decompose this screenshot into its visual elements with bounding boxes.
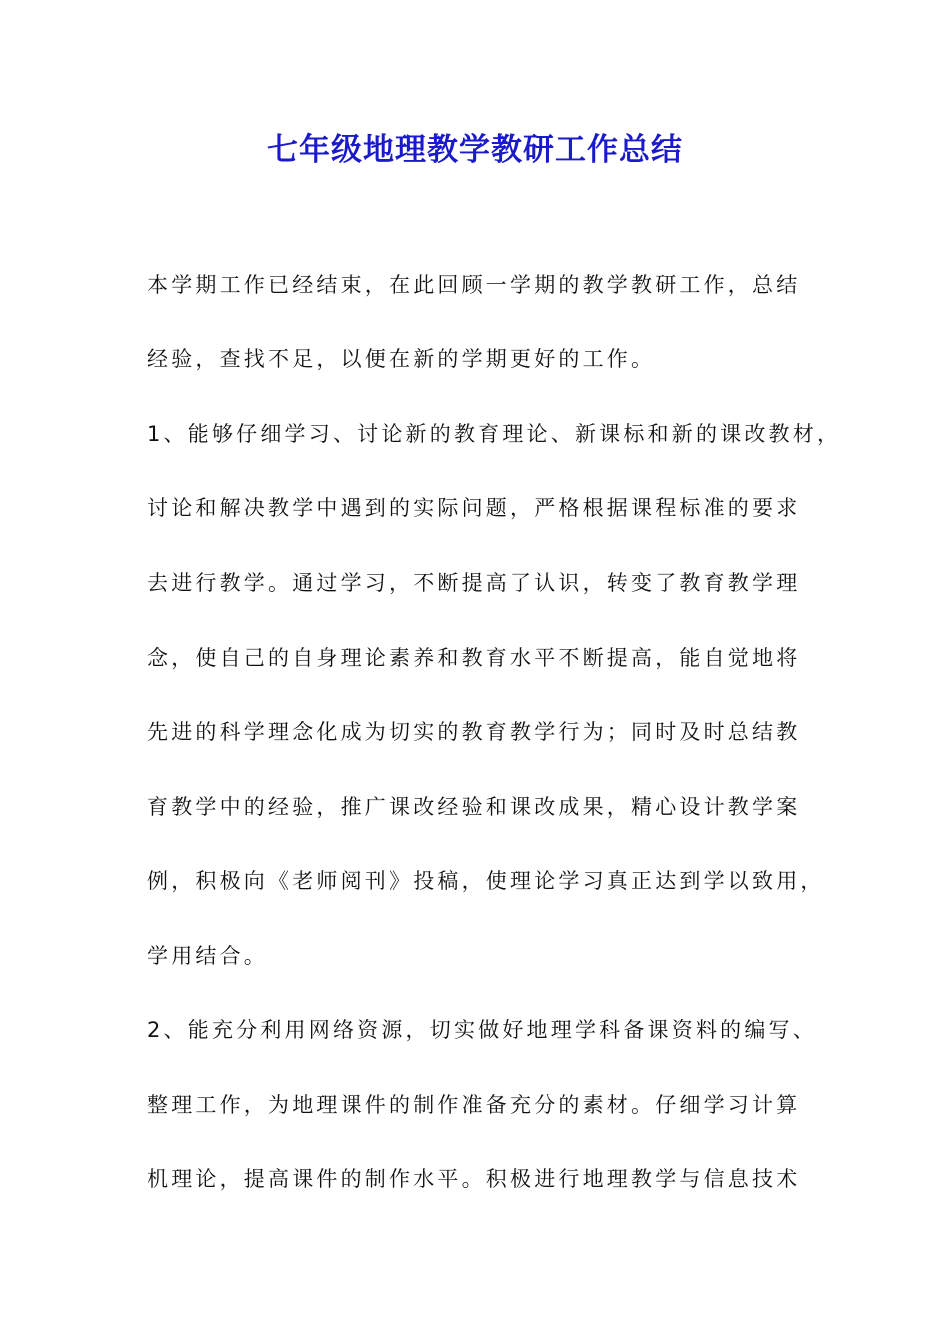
body-line-13: 机理论，提高课件的制作水平。积极进行地理教学与信息技术: [147, 1167, 801, 1191]
body-line-5: 去进行教学。通过学习，不断提高了认识，转变了教育教学理: [147, 571, 801, 595]
body-line-9: 例，积极向《老师阅刊》投稿，使理论学习真正达到学以致用，: [147, 869, 825, 893]
body-line-2: 经验，查找不足，以便在新的学期更好的工作。: [147, 347, 656, 371]
body-line-1: 本学期工作已经结束，在此回顾一学期的教学教研工作，总结: [147, 273, 801, 297]
body-line-6: 念，使自己的自身理论素养和教育水平不断提高，能自觉地将: [147, 646, 801, 670]
body-line-7: 先进的科学理念化成为切实的教育教学行为；同时及时总结教: [147, 720, 801, 744]
body-line-12: 整理工作，为地理课件的制作准备充分的素材。仔细学习计算: [147, 1093, 801, 1117]
body-line-4: 讨论和解决教学中遇到的实际问题，严格根据课程标准的要求: [147, 496, 801, 520]
body-line-8: 育教学中的经验，推广课改经验和课改成果，精心设计教学案: [147, 795, 801, 819]
document-title: 七年级地理教学教研工作总结: [267, 132, 683, 168]
body-line-3: 1、能够仔细学习、讨论新的教育理论、新课标和新的课改教材，: [147, 422, 842, 446]
body-line-10: 学用结合。: [147, 944, 268, 968]
body-line-11: 2、能充分利用网络资源，切实做好地理学科备课资料的编写、: [147, 1018, 817, 1042]
